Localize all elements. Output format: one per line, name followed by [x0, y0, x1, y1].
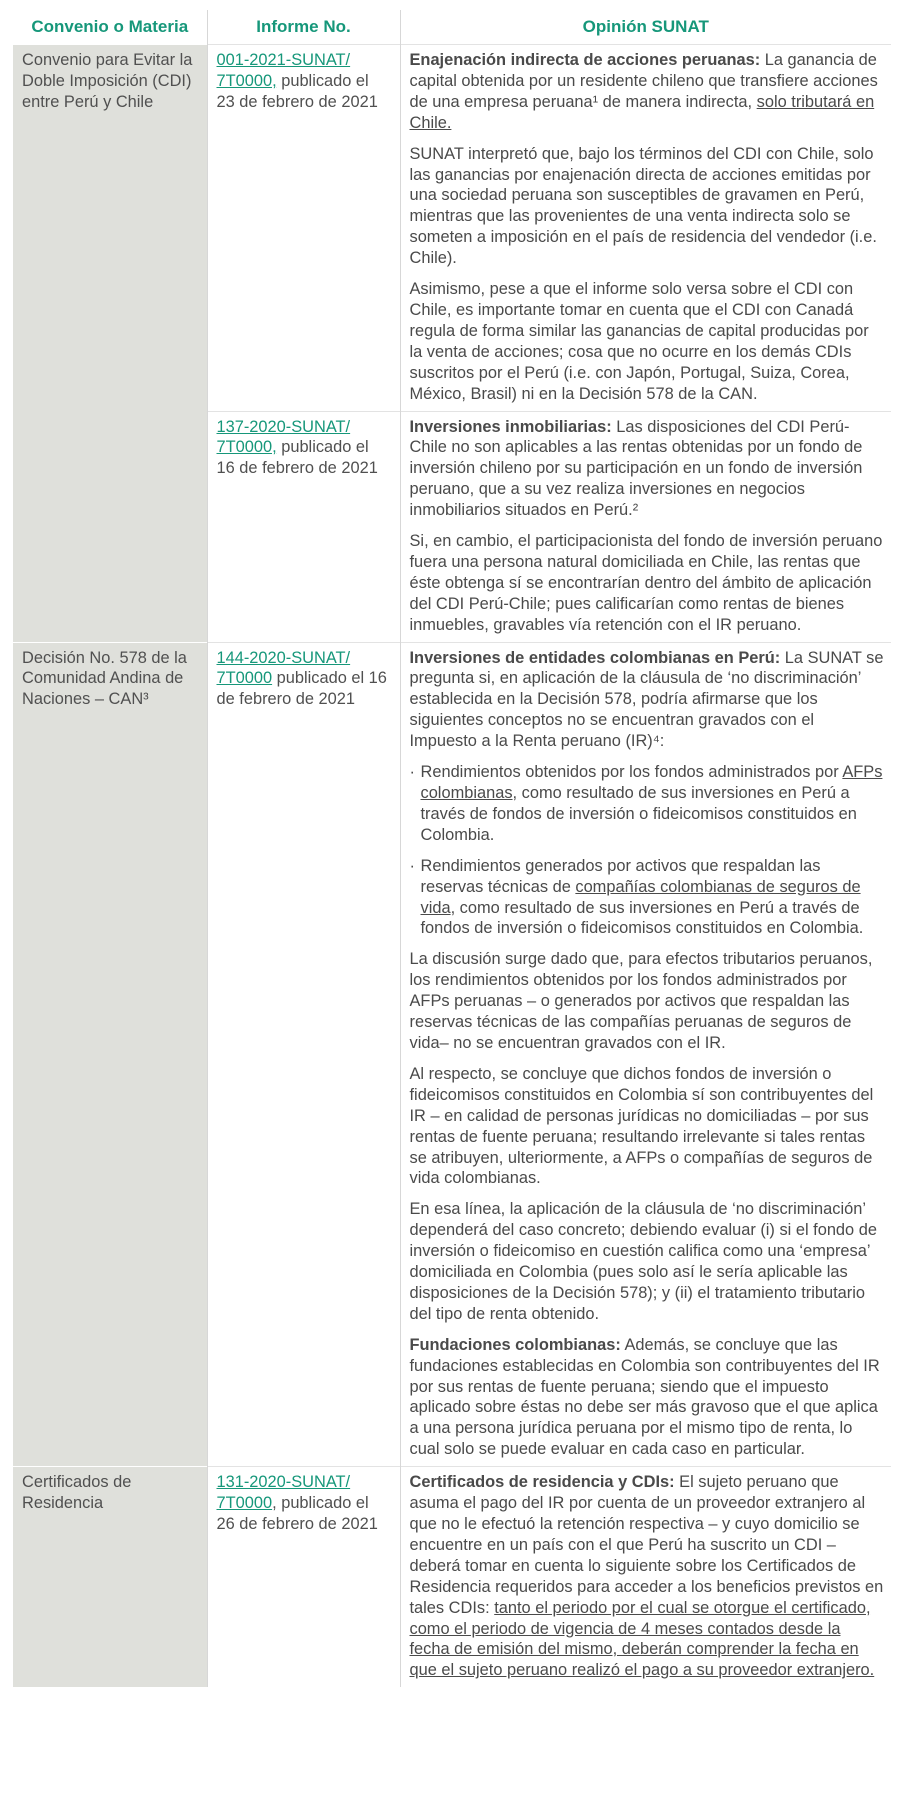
header-informe: Informe No. — [207, 10, 400, 45]
opinion-paragraph: Si, en cambio, el participacionista del fondo de inversión peruano fuera una persona natural domiciliada en Chile, las rentas que éste obtenga sí se encontrarían dentro del ámbito de aplicación del CDI Perú-Chile; pues calificarían como rentas de bienes inmuebles, gravables vía retención con el IR peruano. — [409, 532, 883, 634]
opinion-paragraph — [410, 50, 886, 134]
opinion-heading: Inversiones de entidades colombianas en Perú: — [409, 648, 781, 667]
informe-date-text: publicado el 16 de febrero de 2021 — [216, 438, 378, 478]
opinion-paragraph — [410, 648, 886, 753]
header-opinion: Opinión SUNAT — [400, 10, 891, 45]
informe-date-text: , publicado el 26 de febrero de 2021 — [216, 1494, 378, 1533]
bullet-text-part: , como resultado de sus inversiones en Perú a través de fondos de inversión o fideicomisos constituidos en Colombia. — [420, 898, 864, 938]
opinion-cell — [400, 45, 891, 412]
bullet-item — [410, 762, 886, 846]
table-row — [13, 45, 891, 412]
opinion-paragraph — [410, 1472, 886, 1681]
informe-cell — [207, 45, 400, 412]
opinion-underlined-text: tanto el periodo por el cual se otorgue el certificado, como el periodo de vigencia de 4 meses contados desde la fecha de emisión del mismo, deberán comprender la fecha en que el sujeto peruano realizó el pago a su proveedor extranjero. — [409, 1598, 875, 1680]
bullet-dot-icon: · — [409, 856, 415, 875]
informe-link[interactable]: 001-2021-SUNAT/ 7T0000, — [216, 51, 351, 90]
materia-cell — [13, 1467, 207, 1688]
bullet-text-part: Rendimientos generados por activos que respaldan las reservas técnicas de — [420, 856, 821, 896]
opinion-text: La SUNAT se pregunta si, en aplicación de la cláusula de ‘no discriminación’ establecida en la Decisión 578, podría afirmarse que los siguientes conceptos no se encuentran gravados con el Impuesto a la Renta peruano (IR)⁴: — [409, 648, 884, 751]
opinion-cell — [400, 642, 891, 1467]
materia-text: Decisión No. 578 de la Comunidad Andina de Naciones – CAN³ — [22, 648, 187, 709]
table-row — [13, 642, 891, 1467]
bullet-text — [421, 856, 886, 940]
opinion-paragraph — [410, 1335, 886, 1460]
opinion-text: Las disposiciones del CDI Perú-Chile no son aplicables a las rentas obtenidas por un fondo de inversión chileno por su participación en un fondo de inversión peruano, que a su vez realiza inversiones en negocios inmobiliarios situados en Perú.² — [409, 417, 863, 520]
table-header-row — [13, 10, 891, 45]
informe-link[interactable]: 144-2020-SUNAT/ 7T0000 — [216, 648, 351, 688]
bullet-underlined-text: AFPs colombianas — [420, 763, 883, 802]
informe-link[interactable]: 131-2020-SUNAT/ 7T0000 — [216, 1473, 351, 1513]
informe-link[interactable]: 137-2020-SUNAT/ 7T0000, — [216, 417, 351, 457]
opinion-heading: Inversiones inmobiliarias: — [409, 417, 612, 436]
materia-cell — [13, 642, 207, 1467]
materia-text: Convenio para Evitar la Doble Imposición (CDI) entre Perú y Chile — [22, 51, 193, 111]
opinion-paragraph: En esa línea, la aplicación de la cláusula de ‘no discriminación’ dependerá del caso concreto; debiendo evaluar (i) si el fondo de inversión o fideicomiso en cuestión califica como una ‘empresa’ domiciliada en Colombia (pues solo así le sería aplicable las disposiciones de la Decisión 578); y (ii) el tratamiento tributario del tipo de renta obtenido. — [409, 1200, 877, 1323]
opinion-paragraph: La discusión surge dado que, para efectos tributarios peruanos, los rendimientos obtenidos por los fondos administrados por AFPs peruanas – o generados por activos que respaldan las reservas técnicas de las compañías peruanas de seguros de vida– no se encuentran gravados con el IR. — [409, 950, 873, 1052]
informe-date-text: publicado el 16 de febrero de 2021 — [216, 669, 387, 709]
bullet-dot-icon: · — [409, 763, 415, 782]
opinion-heading: Certificados de residencia y CDIs: — [409, 1473, 675, 1492]
bullet-text-part: , como resultado de sus inversiones en Perú a través de fondos de inversión o fideicomisos constituidos en Colombia. — [420, 784, 857, 844]
materia-text: Certificados de Residencia — [22, 1473, 132, 1513]
opinion-underlined-text: solo tributará en Chile. — [409, 92, 875, 132]
informe-cell — [207, 642, 400, 1467]
bullet-underlined-text: compañías colombianas de seguros de vida — [420, 877, 861, 917]
opinion-paragraph — [410, 417, 886, 522]
informe-cell — [207, 1467, 400, 1688]
opinion-cell — [400, 411, 891, 642]
table-row — [13, 1467, 891, 1688]
opinion-heading: Fundaciones colombianas: — [409, 1335, 621, 1354]
informe-date-text: publicado el 23 de febrero de 2021 — [216, 71, 378, 111]
bullet-text-part: Rendimientos obtenidos por los fondos administrados por — [420, 763, 843, 782]
opinion-text: Además, se concluye que las fundaciones establecidas en Colombia son contribuyentes del IR por sus rentas de fuente peruana; siendo que el impuesto aplicado sobre éstas no debe ser más gravoso que el que aplica a una persona jurídica peruana por el mismo tipo de renta, lo cual solo se puede evaluar en cada caso en particular. — [409, 1335, 880, 1459]
materia-cell — [13, 45, 207, 643]
opinion-heading: Enajenación indirecta de acciones peruanas: — [409, 51, 761, 69]
informe-cell — [207, 411, 400, 642]
bullet-item — [410, 856, 886, 940]
opinion-paragraph: Asimismo, pese a que el informe solo versa sobre el CDI con Chile, es importante tomar en cuenta que el CDI con Canadá regula de forma similar las ganancias de capital producidas por la venta de acciones; cosa que no ocurre en los demás CDIs suscritos por el Perú (i.e. con Japón, Portugal, Suiza, Corea, México, Brasil) ni en la Decisión 578 de la CAN. — [409, 280, 869, 403]
sunat-opinions-table — [13, 10, 891, 1687]
opinion-paragraph: Al respecto, se concluye que dichos fondos de inversión o fideicomisos constituidos en Colombia sí son contribuyentes del IR – en calidad de personas jurídicas no domiciliadas – por sus rentas de fuente peruana; resultando irrelevante si tales rentas se atribuyen, ulteriormente, a AFPs o compañías de seguros de vida colombianas. — [409, 1064, 874, 1188]
opinion-paragraph: SUNAT interpretó que, bajo los términos del CDI con Chile, solo las ganancias por enajenación directa de acciones emitidas por una sociedad peruana son susceptibles de gravamen en Perú, mientras que las provenientes de una venta indirecta solo se someten a imposición en el país de residencia del vendedor (i.e. Chile). — [409, 144, 877, 268]
bullet-text — [421, 762, 886, 846]
opinion-text: El sujeto peruano que asuma el pago del IR por cuenta de un proveedor extranjero al que no le efectuó la retención respectiva – y cuyo domicilio se encuentre en un país con el que Perú ha suscrito un CDI – deberá tomar en cuenta lo siguiente sobre los Certificados de Residencia requeridos para acceder a los beneficios previstos en tales CDIs: — [409, 1473, 884, 1617]
header-convenio: Convenio o Materia — [13, 10, 207, 45]
opinion-text: La ganancia de capital obtenida por un residente chileno que transfiere acciones de una empresa peruana¹ de manera indirecta, — [409, 51, 878, 111]
opinion-cell — [400, 1467, 891, 1688]
